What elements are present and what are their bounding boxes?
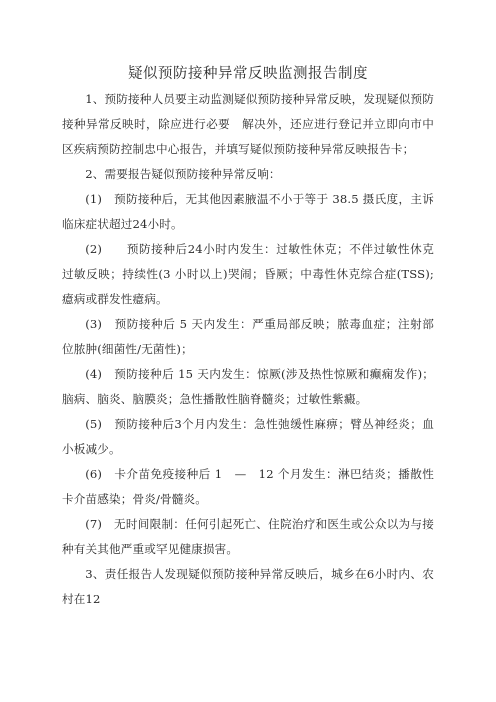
document-title: 疑似预防接种异常反映监测报告制度: [128, 66, 368, 82]
paragraph-4: (2) 预防接种后24小时内发生：过敏性休克；不伴过敏性休克 过敏反映；持续性(3 小时以上)哭闹；昏厥；中毒性休克综合症(TSS);癔病或群发性癔病。: [62, 242, 446, 306]
paragraph-10: 3、责任报告人发现疑似预防接种异常反映后，城乡在6小时内、农村在12: [62, 567, 434, 606]
paragraph-7: (5) 预防接种后3个月内发生：急性弛缓性麻痹；臂丛神经炎；血小板减少。: [62, 417, 434, 456]
paragraph-1: 1、预防接种人员要主动监测疑似预防接种异常反映，发现疑似预防接种异常反映时，除应进行必要 解决外，还应进行登记并立即向市中区疾病预防控制忠中心报告，并填写疑似预防接种异常反映报告卡；: [62, 92, 434, 156]
paragraph-2: 2、需要报告疑似预防接种异常反响：: [85, 167, 281, 181]
paragraph-8: (6) 卡介苗免疫接种后 1 — 12 个月发生：淋巴结炎；播散性卡介苗感染；骨炎/骨髓炎。: [62, 467, 434, 506]
paragraph-6: (4) 预防接种后 15 天内发生：惊厥(涉及热性惊厥和癫痫发作)；脑病、脑炎、脑膜炎；急性播散性脑脊髓炎；过敏性紫癜。: [62, 367, 434, 406]
paragraph-9: (7) 无时间限制：任何引起死亡、住院治疗和医生或公众以为与接种有关其他严重或罕见健康损害。: [62, 517, 434, 556]
paragraph-5: (3) 预防接种后 5 天内发生：严重局部反映；脓毒血症；注射部位脓肿(细菌性/无菌性)；: [62, 317, 434, 356]
paragraph-3: (1) 预防接种后，无其他因素腋温不小于等于 38.5 摄氏度，主诉临床症状超过24小时。: [62, 192, 434, 231]
